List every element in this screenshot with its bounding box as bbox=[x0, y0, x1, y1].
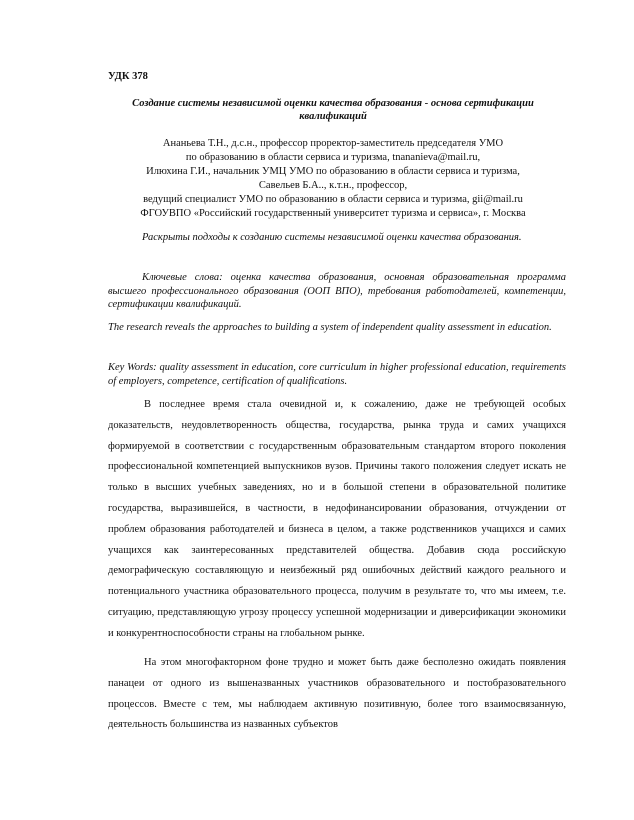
body-paragraph-1: В последнее время стала очевидной и, к сожалению, даже не требующей особых доказательств, неудовлетворенность общества, государства, рынка труда и самих учащихся формируемой в соответствии с государственным образовательным стандартом второго поколения профессиональной компетенцией выпускников вузов. Причины такого положения следует искать не только в высших учебных заведениях, но и в большой степени в образовательной политике государства, выразившейся, в частности, в недофинансировании образования, отчуждении от проблем образования работодателей и бизнеса в целом, а также родственников учащихся и самих учащихся как заинтересованных представителей общества. Добавив сюда российскую демографическую составляющую и неизбежный ряд ошибочных действий каждого реального и потенциального участника образовательного процесса, получим в результате то, что мы имеем, т.е. ситуацию, представляющую угрозу процессу успешной модернизации и диверсификации экономики и конкурентноспособности страны на глобальном рынке. bbox=[108, 399, 566, 639]
keywords-ru: Ключевые слова: оценка качества образования, основная образовательная программа высшего профессионального образования (ООП ВПО), требования работодателей, компетенции, сертификации квалификаций. bbox=[108, 272, 566, 310]
abstract-ru: Раскрыты подходы к созданию системы независимой оценки качества образования. bbox=[142, 232, 522, 243]
keywords-en: Key Words: quality assessment in education, core curriculum in higher professional education, requirements of employers, competence, certification of qualifications. bbox=[108, 362, 566, 387]
author-line: ФГОУВПО «Российский государственный университет туризма и сервиса», г. Москва bbox=[140, 208, 526, 219]
paper-title: Создание системы независимой оценки качества образования - основа сертификации квалификаций bbox=[132, 98, 534, 122]
author-line: по образованию в области сервиса и туризма, tnananieva@mail.ru, bbox=[185, 152, 481, 163]
author-line: Илюхина Г.И., начальник УМЦ УМО по образованию в области сервиса и туризма, bbox=[146, 166, 520, 177]
abstract-en: The research reveals the approaches to building a system of independent quality assessment in education. bbox=[108, 322, 552, 333]
udk-code: УДК 378 bbox=[108, 71, 148, 82]
body-paragraph-2: На этом многофакторном фоне трудно и может быть даже бесполезно ожидать появления панацеи от одного из вышеназванных участников образовательного и постобразовательного процессов. Вместе с тем, мы наблюдаем активную позитивную, более того взаимосвязанную, деятельность большинства из названных субъектов bbox=[108, 657, 566, 731]
author-line: Савельев Б.А.., к.т.н., профессор, bbox=[258, 180, 408, 191]
author-block bbox=[100, 137, 566, 221]
author-line: ведущий специалист УМО по образованию в области сервиса и туризма, gii@mail.ru bbox=[143, 194, 523, 205]
author-line: Ананьева Т.Н., д.с.н., профессор проректор-заместитель председателя УМО bbox=[162, 138, 504, 149]
